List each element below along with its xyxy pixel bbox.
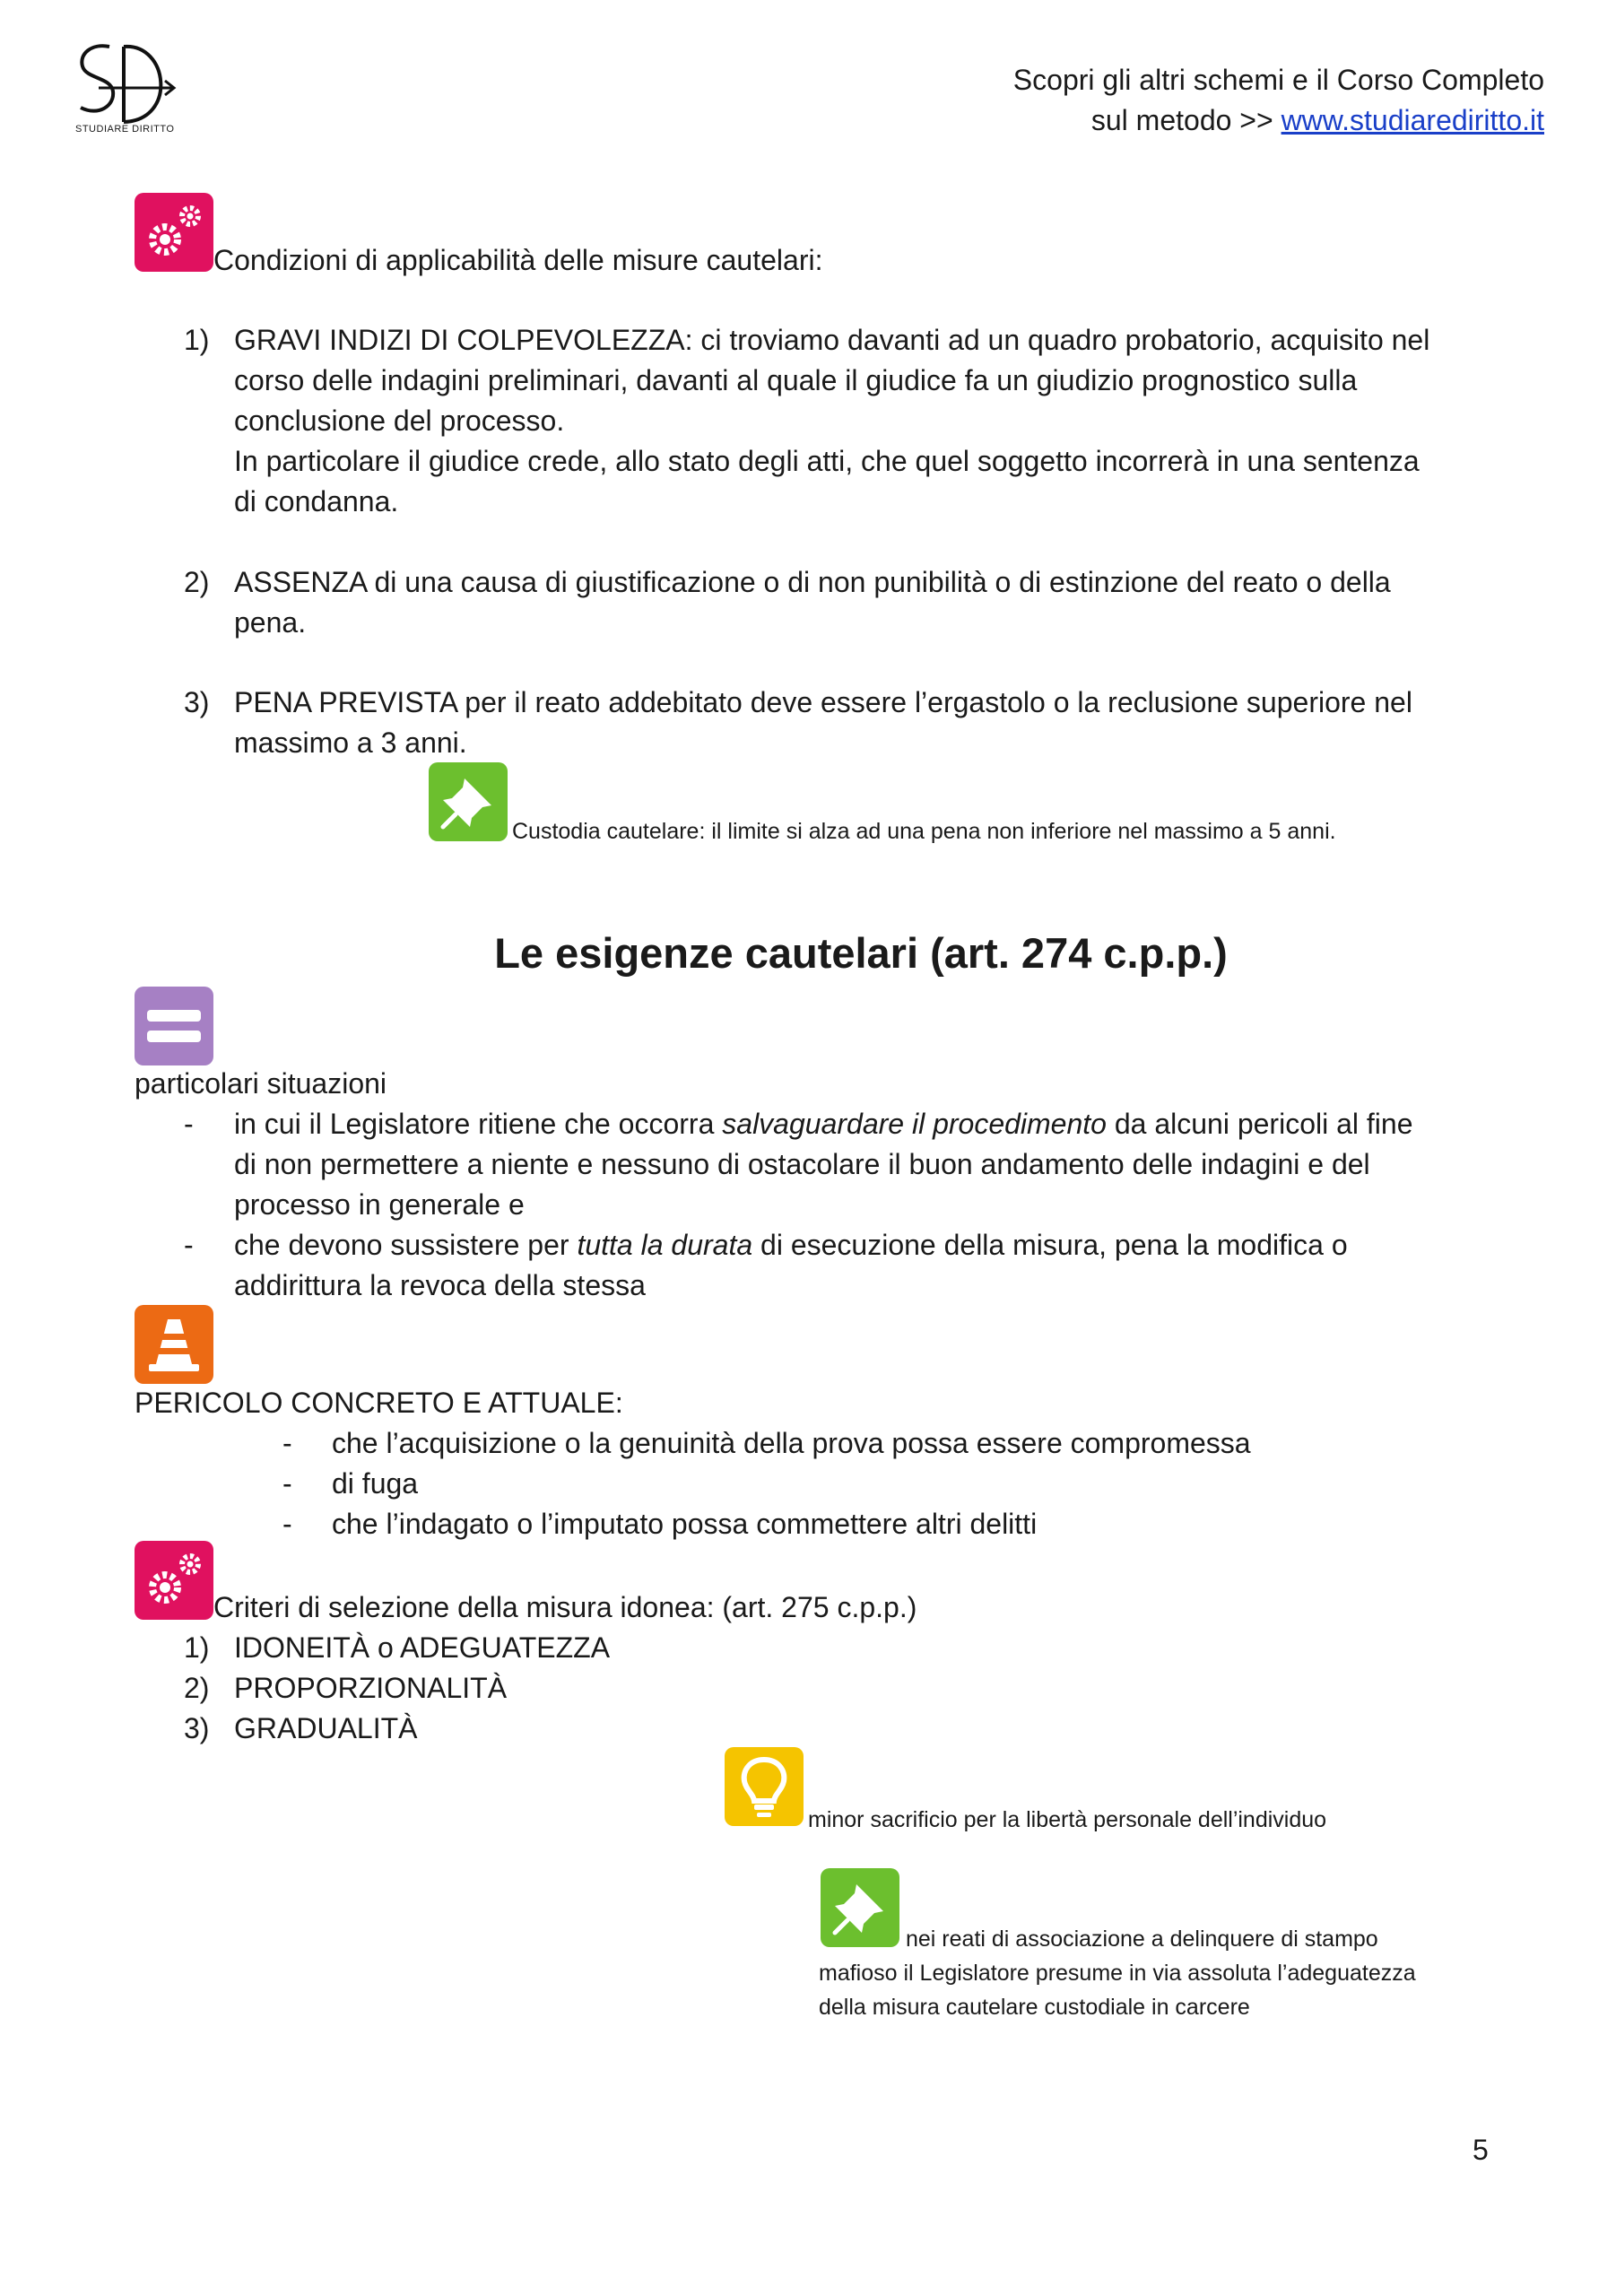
logo-text: STUDIARE DIRITTO [75, 124, 175, 135]
danger-item: di fuga [332, 1467, 419, 1500]
criterion-text: IDONEITÀ o ADEGUATEZZA [234, 1631, 611, 1664]
situation-1-emphasis: salvaguardare il procedimento [722, 1108, 1107, 1140]
bullet-dash: - [282, 1508, 292, 1540]
condition-1-line: GRAVI INDIZI DI COLPEVOLEZZA: ci troviamo davanti ad un quadro probatorio, acquisito nel [234, 324, 1430, 356]
header-line-2-prefix: sul metodo >> [1090, 104, 1273, 136]
situation-2-emphasis: tutta la durata [577, 1229, 753, 1261]
condition-1-line: conclusione del processo. [234, 404, 565, 437]
page-number: 5 [1473, 2134, 1489, 2166]
gears-icon [135, 193, 213, 272]
conditions-title: Condizioni di applicabilità delle misure cautelari: [213, 244, 823, 276]
condition-1-line: di condanna. [234, 485, 399, 517]
condition-1-line: In particolare il giudice crede, allo stato degli atti, che quel soggetto incorrerà in una sentenza [234, 445, 1420, 477]
condition-3-line: PENA PREVISTA per il reato addebitato deve essere l’ergastolo o la reclusione superiore nel [234, 686, 1412, 718]
traffic-cone-icon [135, 1305, 213, 1384]
condition-2-number: 2) [184, 566, 210, 598]
situation-2-line: addirittura la revoca della stessa [234, 1269, 646, 1301]
criterion-text: PROPORZIONALITÀ [234, 1672, 508, 1704]
mafia-note-line: nei reati di associazione a delinquere di stampo [906, 1926, 1378, 1952]
condition-3-line: massimo a 3 anni. [234, 726, 467, 759]
situation-1-line: processo in generale e [234, 1188, 525, 1221]
bullet-dash: - [282, 1467, 292, 1500]
danger-title: PERICOLO CONCRETO E ATTUALE: [135, 1387, 623, 1419]
condition-1-line: corso delle indagini preliminari, davanti al quale il giudice fa un giudizio prognostico sulla [234, 364, 1358, 396]
bullet-dash: - [184, 1108, 194, 1140]
header-line-2 [1091, 100, 1544, 141]
condition-3-number: 3) [184, 686, 210, 718]
situation-2-line [234, 1225, 1348, 1265]
bullet-dash: - [282, 1427, 292, 1459]
gears-icon [135, 1541, 213, 1620]
criteria-title: Criteri di selezione della misura idonea: (art. 275 c.p.p.) [213, 1591, 917, 1623]
mafia-note-line: mafioso il Legislatore presume in via assoluta l’adeguatezza [819, 1961, 1416, 1986]
condition-2-line: pena. [234, 606, 307, 639]
equals-icon [135, 987, 213, 1065]
situation-1-text: in cui il Legislatore ritiene che occorra [234, 1108, 723, 1140]
criterion-number: 2) [184, 1672, 210, 1704]
mafia-note-line: della misura cautelare custodiale in carcere [819, 1995, 1250, 2020]
situation-1-line [234, 1104, 1412, 1144]
custody-note: Custodia cautelare: il limite si alza ad una pena non inferiore nel massimo a 5 anni. [512, 819, 1336, 844]
danger-item: che l’indagato o l’imputato possa commettere altri delitti [332, 1508, 1038, 1540]
criterion-text: GRADUALITÀ [234, 1712, 418, 1744]
situation-2-text: che devono sussistere per [234, 1229, 578, 1261]
pin-icon [821, 1868, 899, 1947]
lightbulb-icon [725, 1747, 804, 1826]
bullet-dash: - [184, 1229, 194, 1261]
criterion-number: 1) [184, 1631, 210, 1664]
situation-1-text-end: da alcuni pericoli al fine [1106, 1108, 1413, 1140]
header-website-link[interactable]: www.studiarediritto.it [1281, 104, 1544, 136]
situations-intro: particolari situazioni [135, 1067, 387, 1100]
idea-note: minor sacrificio per la libertà personale dell’individuo [808, 1807, 1327, 1832]
section-heading: Le esigenze cautelari (art. 274 c.p.p.) [494, 929, 1228, 977]
danger-item: che l’acquisizione o la genuinità della prova possa essere compromessa [332, 1427, 1251, 1459]
pin-icon [429, 762, 508, 841]
header-line-1: Scopri gli altri schemi e il Corso Completo [1012, 64, 1544, 96]
situation-2-text-end: di esecuzione della misura, pena la modifica o [752, 1229, 1348, 1261]
condition-1-number: 1) [184, 324, 210, 356]
criterion-number: 3) [184, 1712, 210, 1744]
situation-1-line: di non permettere a niente e nessuno di ostacolare il buon andamento delle indagini e del [234, 1148, 1370, 1180]
condition-2-line: ASSENZA di una causa di giustificazione o di non punibilità o di estinzione del reato o della [234, 566, 1391, 598]
logo [72, 34, 179, 142]
